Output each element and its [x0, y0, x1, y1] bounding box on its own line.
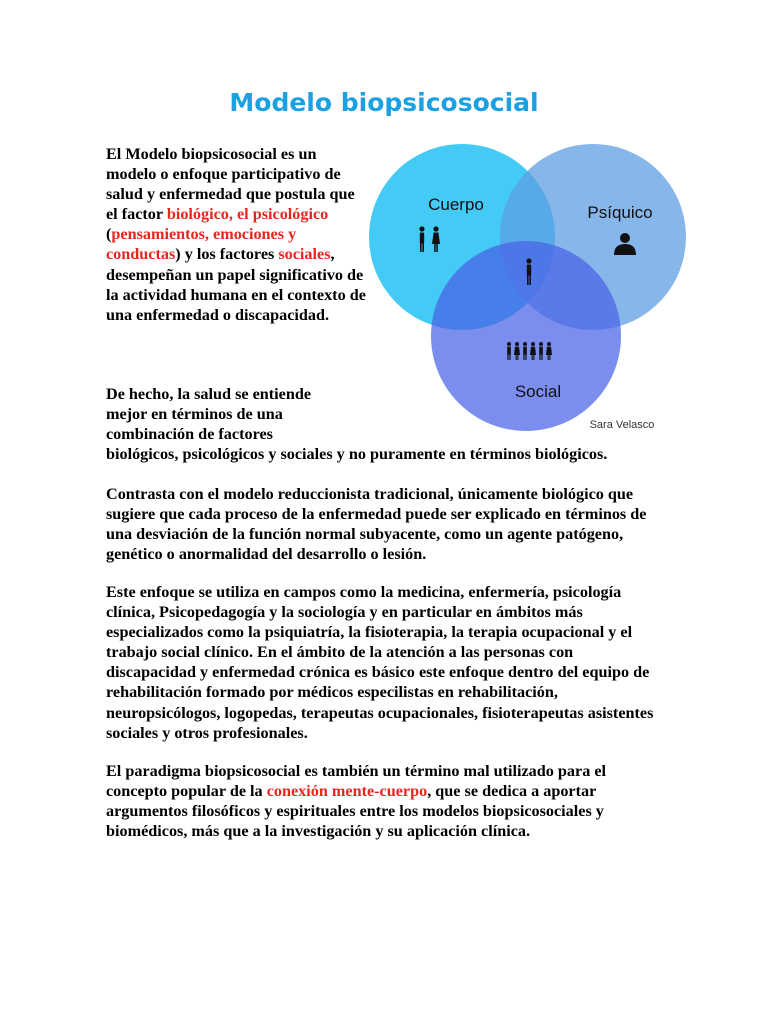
intro-text-4: , desempeñan un papel significativo de la actividad humana en el contexto de una enfermedad o discapacidad. — [106, 245, 366, 324]
paragraph-reductionist: Contrasta con el modelo reduccionista tradicional, únicamente biológico que sugiere que cada proceso de la enfermedad puede ser explicado en términos de una desviación de la función normal subyacente, como un agente patógeno, genético o anormalidad del desarrollo o lesión. — [106, 485, 647, 564]
highlight-pensamientos: pensamientos, emociones y conductas — [106, 225, 297, 264]
intro-text-3: ) y los factores — [175, 245, 279, 264]
paradigm-text-1: El paradigma biopsicosocial es también un término mal utilizado para el concepto popular de la — [106, 762, 607, 801]
paragraph-intro — [106, 144, 368, 325]
venn-label-social: Social — [514, 382, 562, 401]
paragraph-fields: Este enfoque se utiliza en campos como la medicina, enfermería, psicología clínica, Psicopedagogía y la sociología y en particular en ámbitos más especializados como la psiquiatría, la fisioterapia, la terapia ocupacional y el trabajo social clínico. En el ámbito de la atención a las personas con discapacidad y enfermedad crónica es básico este enfoque dentro del equipo de rehabilitación formado por médicos especilistas en rehabilitación, neuropsicólogos, logopedas, terapeutas ocupacionales, fisioterapeutas asistentes sociales y otros profesionales. — [106, 583, 654, 742]
intro-text-2: ( — [106, 225, 112, 244]
paragraph-health-factors — [106, 384, 666, 464]
venn-label-body: Cuerpo — [428, 195, 484, 214]
venn-label-mind: Psíquico — [587, 203, 653, 222]
venn-credit: Sara Velasco — [589, 419, 655, 431]
health-text-1: De hecho, la salud se entiende mejor en términos de una combinación de factores — [106, 385, 312, 444]
health-text-2: biológicos, psicológicos y sociales y no puramente en términos biológicos. — [106, 445, 608, 464]
highlight-conexion: conexión mente-cuerpo — [266, 782, 428, 801]
paradigm-text-2: , que se dedica a aportar argumentos filosóficos y espirituales entre los modelos biopsicosociales y biomédicos, más que a la investigación y su aplicación clínica. — [106, 782, 604, 841]
intro-text-1: El Modelo biopsicosocial es un modelo o enfoque participativo de salud y enfermedad que postula que el factor — [106, 145, 355, 224]
highlight-sociales: sociales — [278, 245, 331, 264]
paragraph-paradigm — [106, 761, 666, 841]
highlight-biologico: biológico, el psicológico — [166, 205, 329, 224]
page-title: Modelo biopsicosocial — [229, 88, 539, 117]
